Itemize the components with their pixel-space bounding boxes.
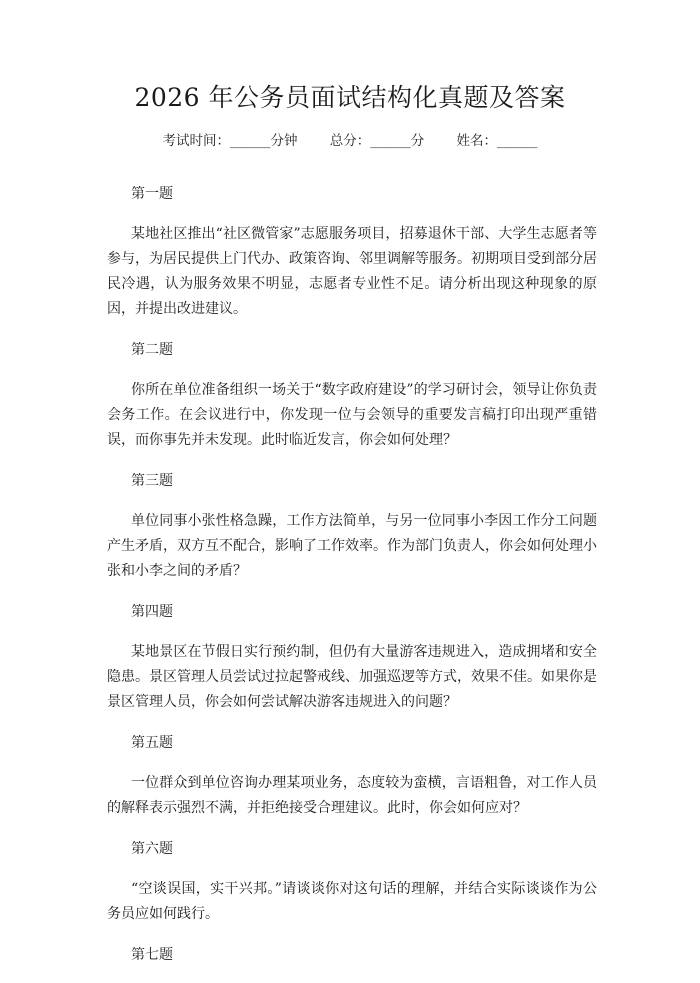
question-6-heading: 第六题 xyxy=(131,841,173,857)
question-1-heading: 第一题 xyxy=(131,186,173,202)
question-3-heading: 第三题 xyxy=(131,473,173,489)
question-5-text: 一位群众到单位咨询办理某项业务，态度较为蛮横，言语粗鲁，对工作人员的解释表示强烈不满，并拒绝接受合理建议。此时，你会如何应对？ xyxy=(107,775,597,816)
question-2-heading: 第二题 xyxy=(131,342,173,358)
exam-time-field: 考试时间：______分钟 xyxy=(162,133,298,149)
question-1-text: 某地社区推出“社区微管家”志愿服务项目，招募退休干部、大学生志愿者等参与，为居民提供上门代办、政策咨询、邻里调解等服务。初期项目受到部分居民冷遇，认为服务效果不明显，志愿者专业性不足。请分析出现这种现象的原因，并提出改进建议。 xyxy=(107,226,597,317)
question-3-text: 单位同事小张性格急躁，工作方法简单，与另一位同事小李因工作分工问题产生矛盾，双方互不配合，影响了工作效率。作为部门负责人，你会如何处理小张和小李之间的矛盾？ xyxy=(107,513,597,579)
document-title: 2026 年公务员面试结构化真题及答案 xyxy=(134,83,566,112)
question-4-text: 某地景区在节假日实行预约制，但仍有大量游客违规进入，造成拥堵和安全隐患。景区管理人员尝试过拉起警戒线、加强巡逻等方式，效果不佳。如果你是景区管理人员，你会如何尝试解决游客违规进入的问题？ xyxy=(107,644,597,710)
name-field: 姓名：______ xyxy=(456,133,538,149)
questions-list xyxy=(107,181,597,983)
exam-info-line xyxy=(0,130,700,152)
question-2-text: 你所在单位准备组织一场关于“数字政府建设”的学习研讨会，领导让你负责会务工作。在会议进行中，你发现一位与会领导的重要发言稿打印出现严重错误，而你事先并未发现。此时临近发言，你会如何处理？ xyxy=(107,382,597,448)
question-6-text: “空谈误国，实干兴邦。”请谈谈你对这句话的理解，并结合实际谈谈作为公务员应如何践行。 xyxy=(107,881,597,922)
question-4-heading: 第四题 xyxy=(131,604,173,620)
total-score-field: 总分：______分 xyxy=(329,133,425,149)
question-7-heading: 第七题 xyxy=(131,947,173,963)
question-5-heading: 第五题 xyxy=(131,735,173,751)
